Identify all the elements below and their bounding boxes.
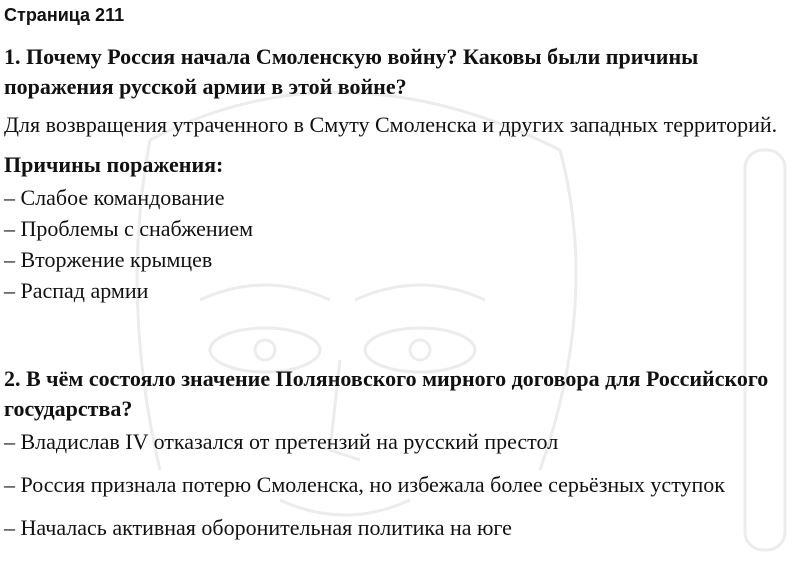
page-number-header: Страница 211 xyxy=(4,5,125,25)
list-item: – Распад армии xyxy=(4,278,149,303)
list-item: – Россия признала потерю Смоленска, но избежала более серьёзных уступок xyxy=(4,472,725,497)
defeat-reasons-heading: Причины поражения: xyxy=(4,152,224,177)
question-2-title: 2. В чём состояло значение Поляновского мирного договора для Российского государства? xyxy=(4,366,769,421)
question-1-answer: Для возвращения утраченного в Смуту Смоленска и других западных территорий. xyxy=(4,112,778,137)
list-item: – Проблемы с снабжением xyxy=(4,216,254,241)
list-item: – Владислав IV отказался от претензий на русский престол xyxy=(4,429,559,454)
list-item: – Началась активная оборонительная политика на юге xyxy=(4,515,512,540)
defeat-reasons-list xyxy=(4,182,800,306)
question-1-title: 1. Почему Россия начала Смоленскую войну? Каковы были причины поражения русской армии в этой войне? xyxy=(4,44,699,99)
document-content xyxy=(0,5,800,540)
list-item: – Слабое командование xyxy=(4,185,225,210)
treaty-significance-list xyxy=(4,430,800,540)
list-item: – Вторжение крымцев xyxy=(4,247,213,272)
